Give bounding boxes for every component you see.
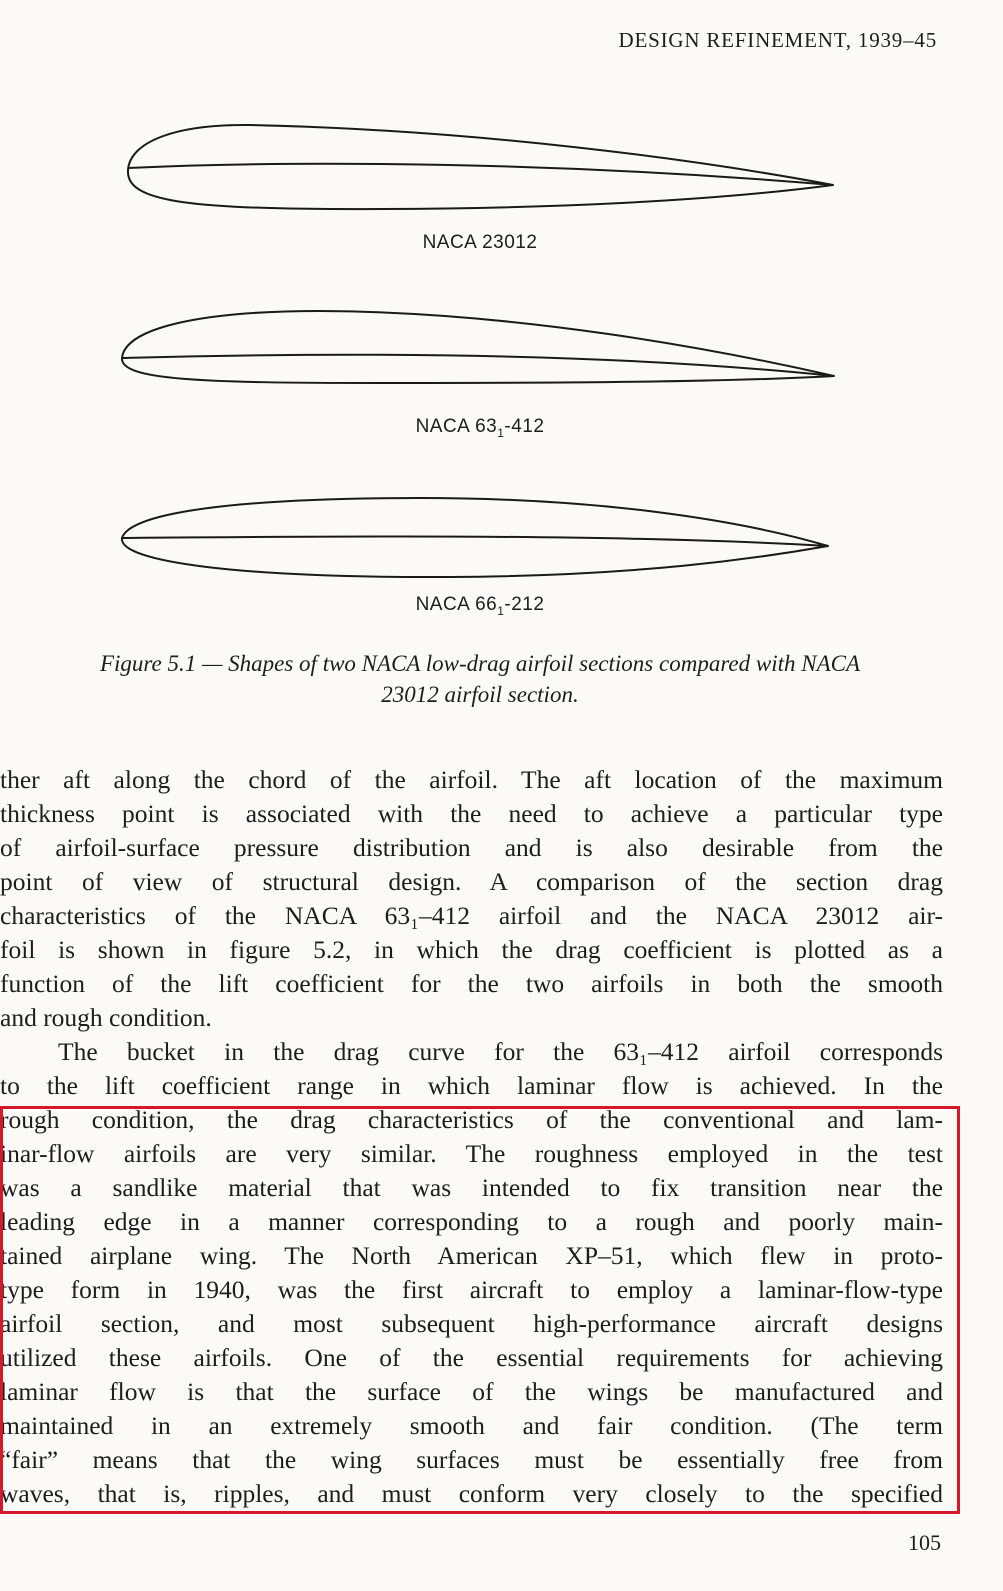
text-line: and rough condition. — [0, 1003, 212, 1032]
text-line: ther aft along the chord of the airfoil. The aft location of the maximum — [0, 765, 943, 794]
text-line: function of the lift coefficient for the two airfoils in both the smooth — [0, 969, 943, 998]
running-head: DESIGN REFINEMENT, 1939–45 — [618, 28, 937, 52]
airfoil-mean-line — [122, 355, 834, 376]
text-line: rough condition, the drag characteristics of the conventional and lam- — [0, 1105, 943, 1134]
page-number: 105 — [908, 1530, 941, 1555]
text-line: inar-flow airfoils are very similar. The roughness employed in the test — [0, 1139, 943, 1168]
text-line: waves, that is, ripples, and must conform very closely to the specified — [0, 1479, 943, 1508]
caption-line: Figure 5.1 — Shapes of two NACA low-drag airfoil sections compared with NACA — [99, 651, 861, 676]
highlight-box — [0, 1106, 960, 1514]
airfoil-label: NACA $66_1-212$ — [415, 594, 545, 618]
airfoil-figure — [0, 100, 1003, 660]
figure-caption — [40, 648, 920, 710]
caption-line: 23012 airfoil section. — [381, 682, 579, 707]
text-line: thickness point is associated with the need to achieve a particular type — [0, 799, 943, 828]
text-line: “fair” means that the wing surfaces must be essentially free from — [0, 1445, 943, 1474]
airfoil-label: NACA $63_1-412$ — [415, 416, 545, 440]
text-line: leading edge in a manner corresponding to a rough and poorly main- — [0, 1207, 943, 1236]
airfoil-label: NACA 23012 — [422, 232, 538, 253]
airfoil-naca-23012 — [128, 125, 833, 209]
text-line: utilized these airfoils. One of the essential requirements for achieving — [0, 1343, 943, 1372]
text-line: point of view of structural design. A comparison of the section drag — [0, 867, 943, 896]
text-line: laminar flow is that the surface of the wings be manufactured and — [0, 1377, 943, 1406]
airfoil-naca-63-412 — [122, 311, 834, 383]
airfoil-diagram — [0, 100, 1003, 660]
airfoil-mean-line — [122, 536, 828, 546]
text-line: airfoil section, and most subsequent high-performance aircraft designs — [0, 1309, 943, 1338]
text-line: tained airplane wing. The North American XP–51, which flew in proto- — [0, 1241, 943, 1270]
text-line: The bucket in the drag curve for the 63₁–412 airfoil corresponds — [58, 1037, 943, 1066]
text-line: of airfoil-surface pressure distribution and is also desirable from the — [0, 833, 943, 862]
text-line: was a sandlike material that was intended to fix transition near the — [0, 1173, 943, 1202]
text-line: type form in 1940, was the first aircraft to employ a laminar-flow-type — [0, 1275, 943, 1304]
text-line: to the lift coefficient range in which laminar flow is achieved. In the — [0, 1071, 943, 1100]
airfoil-outline — [128, 125, 833, 209]
text-line: characteristics of the NACA 63₁–412 airfoil and the NACA 23012 air- — [0, 901, 943, 930]
airfoil-outline — [122, 311, 834, 383]
text-line: foil is shown in figure 5.2, in which the drag coefficient is plotted as a — [0, 935, 943, 964]
text-line: maintained in an extremely smooth and fair condition. (The term — [0, 1411, 943, 1440]
airfoil-naca-66-212 — [122, 498, 828, 577]
